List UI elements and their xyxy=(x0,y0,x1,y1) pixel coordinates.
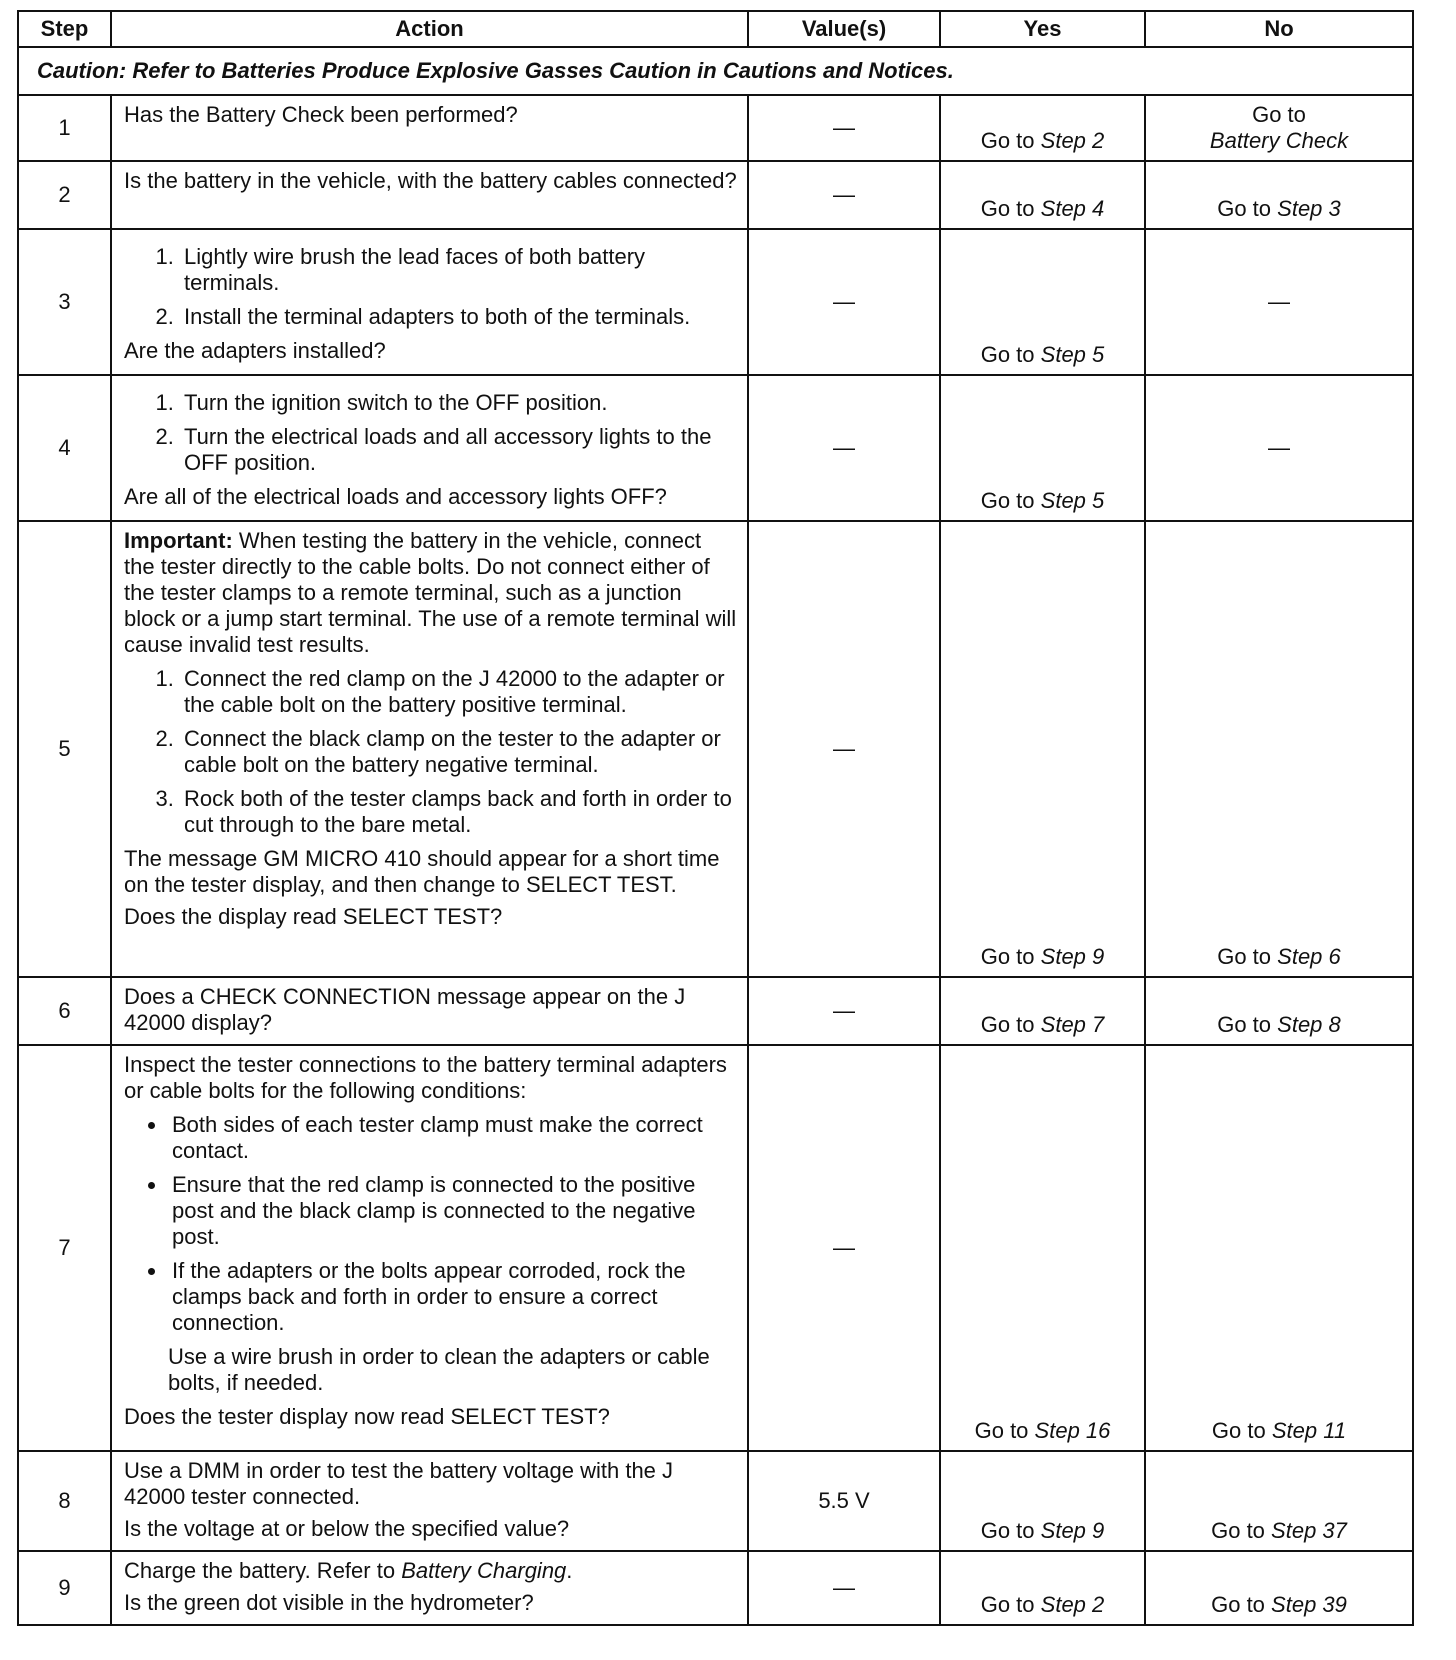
table-row xyxy=(18,1551,1413,1625)
action-cell xyxy=(111,375,748,521)
go-to-label: Go to xyxy=(980,196,1035,221)
table-row xyxy=(18,977,1413,1045)
action-step-item: 1. Connect the red clamp on the J 42000 to the adapter or the cable bolt on the battery positive terminal. xyxy=(180,666,737,718)
go-to-label: Go to xyxy=(1217,1012,1272,1037)
yes-target: Step 2 xyxy=(1040,1592,1105,1617)
go-to-label: Go to xyxy=(1211,1418,1266,1443)
important-text: When testing the battery in the vehicle, connect the tester directly to the cable bolts. Do not connect either of the tester clamps to a remote terminal, such as a junction block or a jump start terminal. The use of a remote terminal will cause invalid test results. xyxy=(124,528,737,657)
no-cell xyxy=(1145,161,1413,229)
header-no: No xyxy=(1145,11,1413,47)
table-row xyxy=(18,161,1413,229)
table-row xyxy=(18,521,1413,977)
yes-target: Step 9 xyxy=(1040,944,1105,969)
go-to-label: Go to xyxy=(1211,1518,1265,1543)
value-cell: — xyxy=(748,229,940,375)
condition-item: • Both sides of each tester clamp must make the correct contact. xyxy=(168,1112,737,1164)
go-to-label: Go to xyxy=(1211,1592,1265,1617)
battery-charging-reference: Battery Charging xyxy=(401,1558,567,1583)
important-note xyxy=(124,528,737,658)
step-number: 1 xyxy=(18,95,111,161)
action-step-item: 2. Turn the electrical loads and all accessory lights to the OFF position. xyxy=(180,424,737,476)
step-number: 9 xyxy=(18,1551,111,1625)
table-row xyxy=(18,375,1413,521)
action-steps xyxy=(124,666,737,838)
step-number: 6 xyxy=(18,977,111,1045)
action-step-item: 3. Rock both of the tester clamps back and forth in order to cut through to the bare metal. xyxy=(180,786,737,838)
no-cell xyxy=(1145,521,1413,977)
go-to-label: Go to xyxy=(980,488,1035,513)
action-question: Is the battery in the vehicle, with the battery cables connected? xyxy=(124,168,737,193)
action-cell xyxy=(111,521,748,977)
yes-cell xyxy=(940,161,1145,229)
header-row xyxy=(18,11,1413,47)
action-step-item: 2. Install the terminal adapters to both of the terminals. xyxy=(180,304,737,330)
go-to-label: Go to xyxy=(1217,196,1272,221)
yes-target: Step 7 xyxy=(1040,1012,1105,1037)
action-intro: Inspect the tester connections to the battery terminal adapters or cable bolts for the following conditions: xyxy=(124,1052,727,1103)
yes-cell xyxy=(940,375,1145,521)
action-step-item: 1. Turn the ignition switch to the OFF position. xyxy=(180,390,737,416)
go-to-label: Go to xyxy=(980,1592,1035,1617)
no-target: Step 8 xyxy=(1277,1012,1341,1037)
header-values: Value(s) xyxy=(748,11,940,47)
caution-text: Caution: Refer to Batteries Produce Explosive Gasses Caution in Cautions and Notices. xyxy=(18,47,1413,95)
yes-target: Step 4 xyxy=(1040,196,1105,221)
no-cell: — xyxy=(1145,229,1413,375)
condition-item: • If the adapters or the bolts appear corroded, rock the clamps back and forth in order to ensure a correct connection. xyxy=(168,1258,737,1336)
yes-cell xyxy=(940,521,1145,977)
table-row xyxy=(18,1451,1413,1551)
no-cell xyxy=(1145,1551,1413,1625)
value-cell: — xyxy=(748,375,940,521)
action-text-suffix: . xyxy=(566,1558,573,1583)
step-number: 4 xyxy=(18,375,111,521)
yes-target: Step 2 xyxy=(1040,128,1105,153)
table-row xyxy=(18,229,1413,375)
action-cell xyxy=(111,1045,748,1451)
no-target: Step 11 xyxy=(1271,1418,1347,1443)
action-cell xyxy=(111,977,748,1045)
no-target: Step 3 xyxy=(1277,196,1341,221)
no-target: Step 39 xyxy=(1271,1592,1347,1617)
yes-cell xyxy=(940,1451,1145,1551)
yes-cell xyxy=(940,1045,1145,1451)
action-cell xyxy=(111,95,748,161)
go-to-label: Go to xyxy=(980,944,1035,969)
action-text-prefix: Charge the battery. Refer to xyxy=(124,1558,396,1583)
condition-list xyxy=(124,1112,737,1336)
no-cell: — xyxy=(1145,375,1413,521)
value-cell: — xyxy=(748,1045,940,1451)
go-to-label: Go to xyxy=(974,1418,1029,1443)
step-number: 2 xyxy=(18,161,111,229)
no-target: Battery Check xyxy=(1209,128,1349,153)
value-cell: — xyxy=(748,161,940,229)
condition-item: • Ensure that the red clamp is connected to the positive post and the black clamp is connected to the negative post. xyxy=(168,1172,737,1250)
go-to-label: Go to xyxy=(980,1012,1035,1037)
action-steps xyxy=(124,244,737,330)
go-to-label: Go to xyxy=(980,342,1035,367)
yes-target: Step 5 xyxy=(1040,342,1105,367)
action-question: Does a CHECK CONNECTION message appear on the J 42000 display? xyxy=(124,984,686,1035)
action-step-item: 1. Lightly wire brush the lead faces of both battery terminals. xyxy=(180,244,737,296)
caution-row xyxy=(18,47,1413,95)
value-cell: — xyxy=(748,977,940,1045)
action-cell xyxy=(111,1551,748,1625)
step-number: 8 xyxy=(18,1451,111,1551)
yes-cell xyxy=(940,95,1145,161)
table-row xyxy=(18,1045,1413,1451)
yes-target: Step 16 xyxy=(1034,1418,1111,1443)
no-cell xyxy=(1145,977,1413,1045)
header-step: Step xyxy=(18,11,111,47)
step-number: 3 xyxy=(18,229,111,375)
table-row xyxy=(18,95,1413,161)
diagnostic-table-page xyxy=(17,10,1412,1626)
yes-target: Step 9 xyxy=(1040,1518,1105,1543)
action-question: Are the adapters installed? xyxy=(124,338,386,363)
step-number: 7 xyxy=(18,1045,111,1451)
go-to-label: Go to xyxy=(1252,102,1306,127)
header-action: Action xyxy=(111,11,748,47)
go-to-label: Go to xyxy=(980,128,1035,153)
diagnostic-table xyxy=(17,10,1414,1626)
action-cell xyxy=(111,161,748,229)
action-question: Is the voltage at or below the specified value? xyxy=(124,1516,570,1541)
action-step-item: 2. Connect the black clamp on the tester to the adapter or cable bolt on the battery negative terminal. xyxy=(180,726,737,778)
action-question: Are all of the electrical loads and accessory lights OFF? xyxy=(124,484,667,509)
yes-cell xyxy=(940,229,1145,375)
yes-cell xyxy=(940,1551,1145,1625)
action-question: Does the display read SELECT TEST? xyxy=(124,904,503,929)
no-cell xyxy=(1145,1045,1413,1451)
action-question: Has the Battery Check been performed? xyxy=(124,102,518,127)
action-question: Does the tester display now read SELECT TEST? xyxy=(124,1404,610,1429)
go-to-label: Go to xyxy=(980,1518,1035,1543)
value-cell: — xyxy=(748,521,940,977)
action-steps xyxy=(124,390,737,476)
important-label: Important: xyxy=(124,528,233,553)
no-target: Step 6 xyxy=(1277,944,1341,969)
value-cell: — xyxy=(748,1551,940,1625)
no-cell xyxy=(1145,95,1413,161)
action-note: The message GM MICRO 410 should appear for a short time on the tester display, and then change to SELECT TEST. xyxy=(124,846,720,897)
action-question: Is the green dot visible in the hydrometer? xyxy=(124,1590,534,1615)
yes-cell xyxy=(940,977,1145,1045)
header-yes: Yes xyxy=(940,11,1145,47)
action-cell xyxy=(111,229,748,375)
yes-target: Step 5 xyxy=(1040,488,1105,513)
condition-sub-note: Use a wire brush in order to clean the adapters or cable bolts, if needed. xyxy=(168,1344,710,1395)
action-text: Use a DMM in order to test the battery voltage with the J 42000 tester connected. xyxy=(124,1458,674,1509)
go-to-label: Go to xyxy=(1217,944,1272,969)
no-cell xyxy=(1145,1451,1413,1551)
value-cell: — xyxy=(748,95,940,161)
value-cell: 5.5 V xyxy=(748,1451,940,1551)
no-target: Step 37 xyxy=(1271,1518,1347,1543)
action-text xyxy=(124,1558,737,1584)
action-cell xyxy=(111,1451,748,1551)
step-number: 5 xyxy=(18,521,111,977)
